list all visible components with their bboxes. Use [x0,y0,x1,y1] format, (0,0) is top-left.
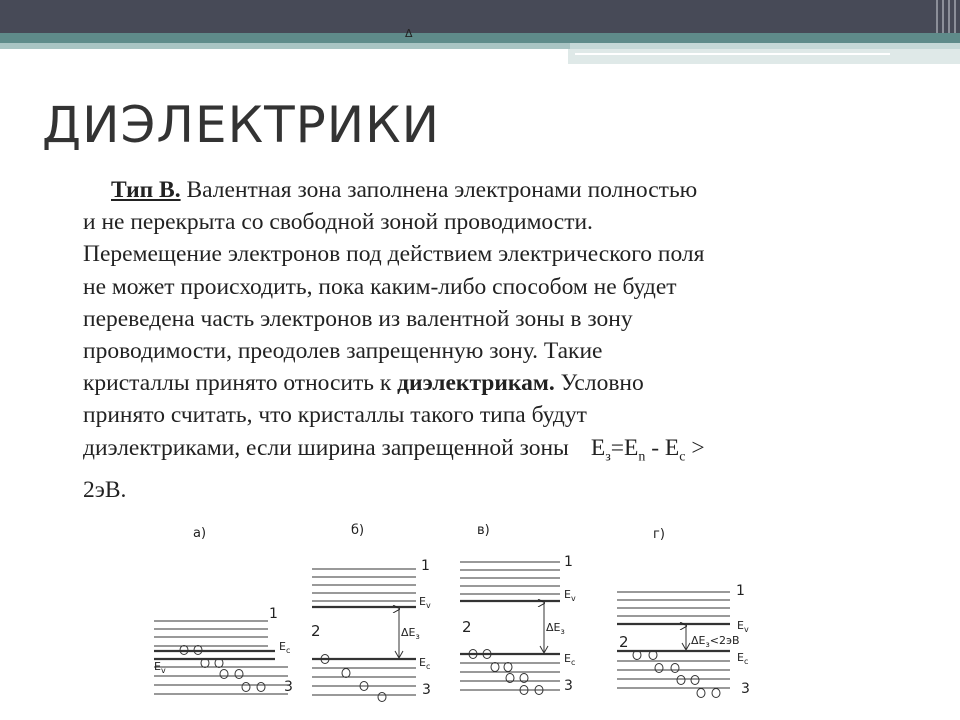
header-stripe [948,0,950,33]
level-label: $E_v$ [154,660,166,675]
body-text [83,174,883,506]
gap-label: $\Delta E_з<2эВ$ [691,634,740,649]
panel-label: а) [193,526,207,541]
energy-levels [154,621,291,694]
zone-number: 1 [736,583,745,599]
dielectric-term: диэлектрикам. [397,370,555,397]
panel-d [617,527,750,698]
band-diagram [140,510,780,710]
electrons [321,655,386,702]
header-white-line [575,53,890,55]
panel-c [460,523,576,695]
panel-a [154,526,293,695]
zone-number: 2 [462,618,472,636]
zone-number: 2 [311,622,321,640]
zone-number: 3 [422,682,431,698]
header-band-teal [0,33,960,43]
level-label: $E_v$ [564,588,576,603]
panel-label: г) [653,527,665,542]
gap-label: $\Delta E_з$ [546,621,565,636]
gap-formula: $E_з=E_n - E_c$ > [590,434,705,465]
panel-label: б) [351,523,365,538]
body-line: проводимости, преодолев запрещенную зону. Такие [83,338,603,365]
level-label: $E_v$ [737,619,749,634]
level-label: $E_c$ [279,640,291,655]
electrons [633,651,720,698]
body-line: Перемещение электронов под действием электрического поля [83,241,705,268]
zone-number: 1 [269,606,278,622]
body-line: принято считать, что кристаллы такого типа будут [83,402,587,429]
body-line: не может происходить, пока каким-либо способом не будет [83,273,677,300]
header-band-pale [568,49,960,64]
top-mark: Δ [405,27,413,40]
body-line: переведена часть электронов из валентной зоны в зону [83,305,633,332]
zone-number: 3 [284,679,293,695]
body-line-text: Валентная зона заполнена электронами полностью [180,177,698,203]
zone-number: 1 [564,554,573,570]
panel-label: в) [477,523,490,538]
body-line-text: диэлектриками, если ширина запрещенной зоны [83,434,569,461]
header-stripe [954,0,956,33]
body-line: и не перекрыта со свободной зоной проводимости. [83,209,593,236]
body-line [83,367,883,399]
header-stripe [942,0,944,33]
level-label: $E_c$ [564,652,576,667]
panel-b [311,523,431,702]
body-line-text: кристаллы принято относить к [83,370,398,397]
header-band-light [0,43,570,49]
zone-number: 3 [741,681,750,697]
gap-label: $\Delta E_з$ [401,626,420,641]
level-label: $E_c$ [419,656,431,671]
level-label: $E_c$ [737,651,749,666]
slide-title: ДИЭЛЕКТРИКИ [42,96,441,154]
body-line: 2эВ. [83,476,127,503]
zone-number: 1 [421,558,430,574]
zone-number: 2 [619,633,629,651]
header-bar [0,0,960,33]
zone-number: 3 [564,678,573,694]
body-line-text: Условно [554,370,644,397]
level-label: $E_v$ [419,595,431,610]
type-label: Тип В. [111,177,181,203]
body-line [83,432,883,474]
header-stripe [936,0,938,33]
body-line [83,174,883,206]
